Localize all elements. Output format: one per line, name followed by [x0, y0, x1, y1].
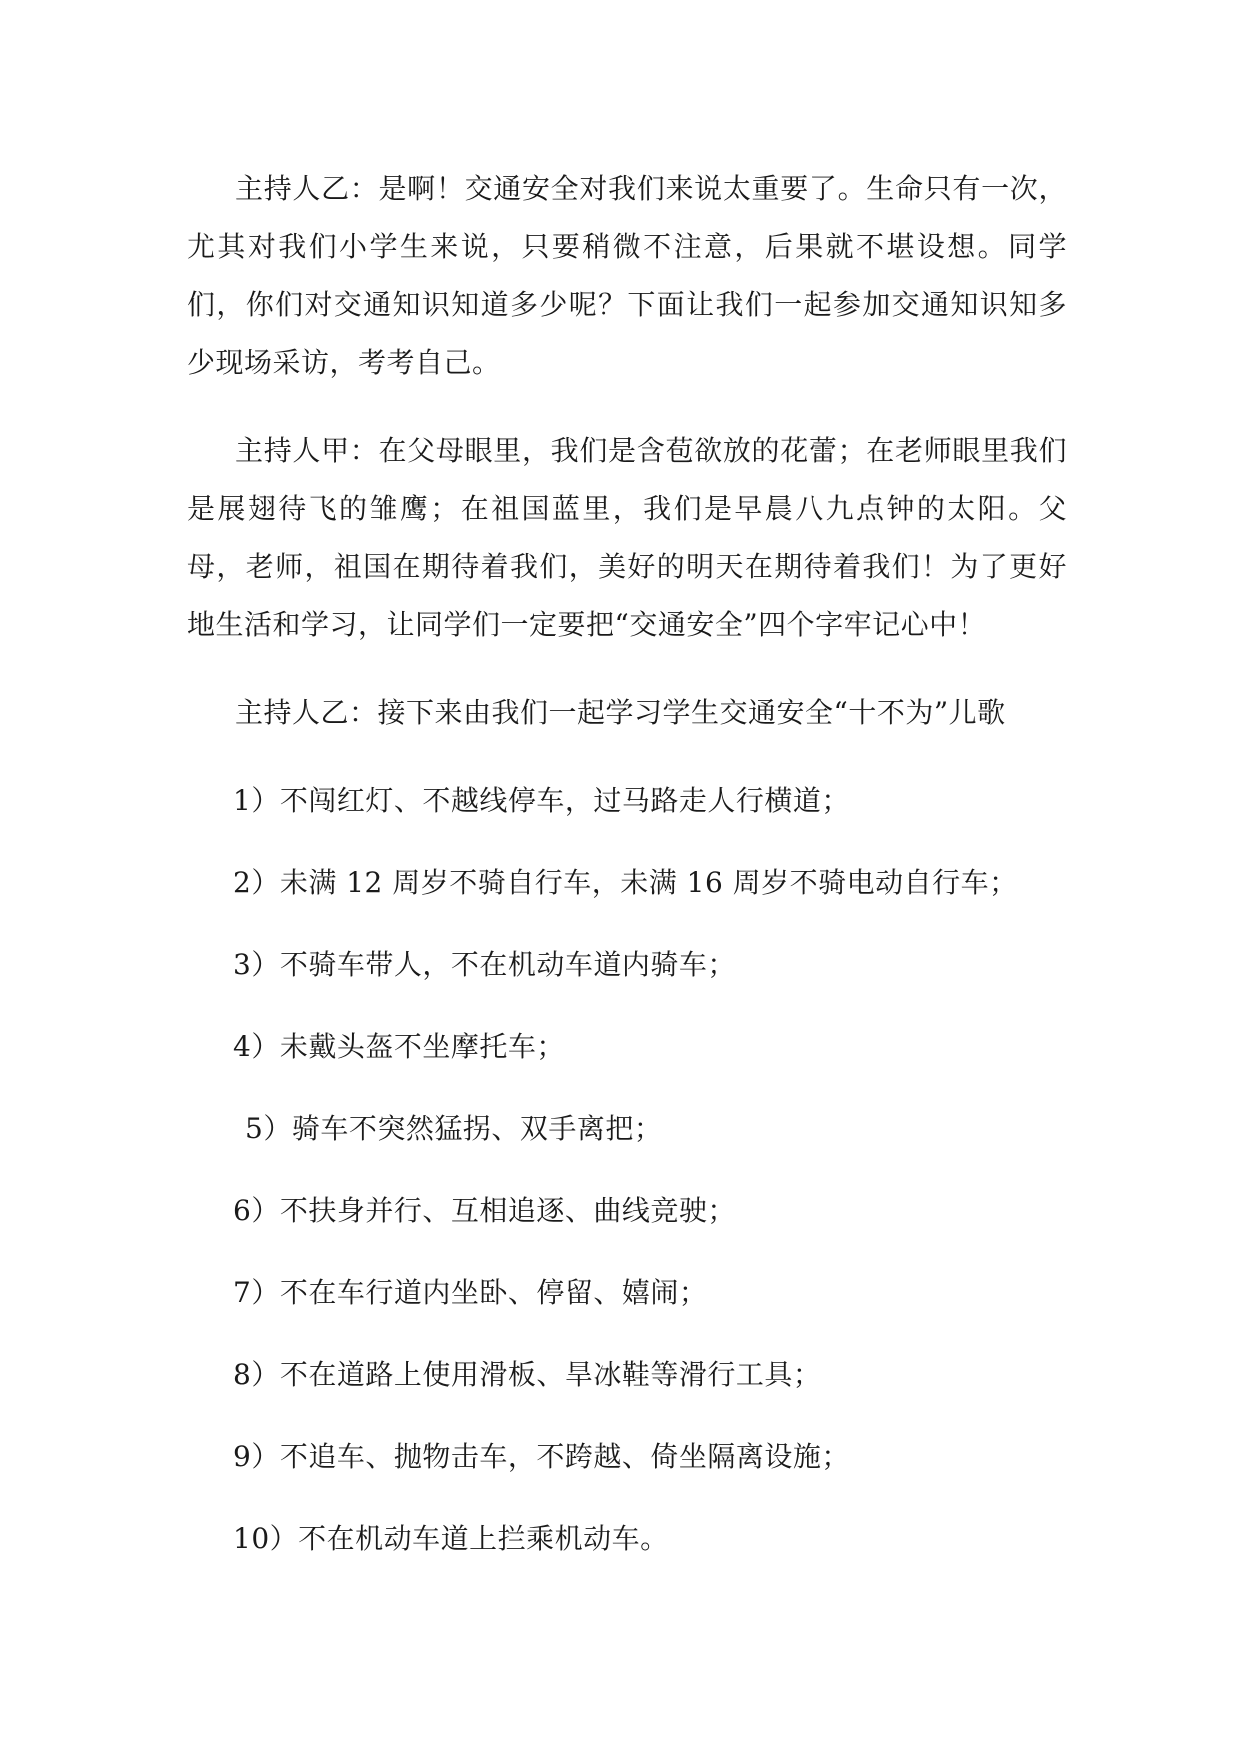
list-item: 8）不在道路上使用滑板、旱冰鞋等滑行工具；	[233, 1358, 822, 1391]
host-a-paragraph-future: 主持人甲：在父母眼里，我们是含苞欲放的花蕾；在老师眼里我们是展翅待飞的雏鹰；在祖国蓝里，我们是早晨八九点钟的太阳。父母，老师，祖国在期待着我们，美好的明天在期待着我们！为了更好地生活和学习，让同学们一定要把“交通安全”四个字牢记心中！	[187, 434, 1067, 641]
list-item: 6）不扶身并行、互相追逐、曲线竞驶；	[233, 1194, 736, 1227]
list-item: 9）不追车、抛物击车，不跨越、倚坐隔离设施；	[233, 1440, 850, 1473]
host-b-paragraph-intro: 主持人乙：接下来由我们一起学习学生交通安全“十不为”儿歌	[235, 696, 1006, 729]
list-item: 2）未满 12 周岁不骑自行车，未满 16 周岁不骑电动自行车；	[233, 866, 1018, 899]
list-item: 3）不骑车带人，不在机动车道内骑车；	[233, 948, 736, 981]
host-b-paragraph-safety: 主持人乙：是啊！交通安全对我们来说太重要了。生命只有一次，尤其对我们小学生来说，只要稍微不注意，后果就不堪设想。同学们，你们对交通知识知道多少呢？下面让我们一起参加交通知识知多少现场采访，考考自己。	[187, 172, 1067, 379]
list-item: 7）不在车行道内坐卧、停留、嬉闹；	[233, 1276, 708, 1309]
document-body	[187, 160, 1067, 1592]
list-item: 10）不在机动车道上拦乘机动车。	[233, 1522, 669, 1555]
list-item: 4）未戴头盔不坐摩托车；	[233, 1030, 565, 1063]
ten-rules-list	[187, 772, 1067, 1568]
list-item: 5）骑车不突然猛拐、双手离把；	[245, 1112, 663, 1145]
list-item: 1）不闯红灯、不越线停车，过马路走人行横道；	[233, 784, 850, 817]
